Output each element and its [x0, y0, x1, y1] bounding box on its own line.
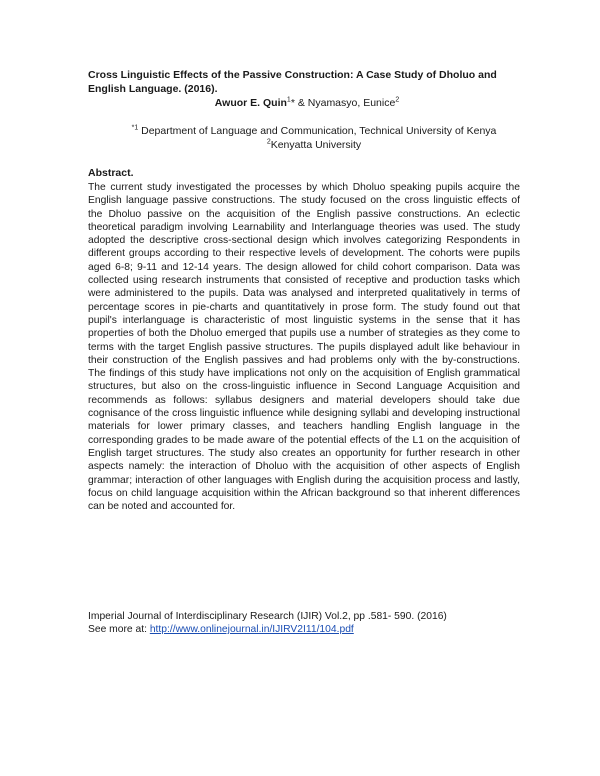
main-author-affil-sup: 1 [286, 96, 291, 104]
author-separator: & [294, 97, 308, 109]
journal-citation: Imperial Journal of Interdisciplinary Research (IJIR) Vol.2, pp .581- 590. (2016) [88, 611, 447, 622]
affiliation-1-mark: *1 [131, 124, 139, 132]
co-author-name: Nyamasyo, Eunice [307, 97, 396, 109]
abstract-text: The current study investigated the processes by which Dholuo speaking pupils acquire the English language passive constructions. The study focused on the cross linguistic effects of the Dholuo passive on the acquisition of the English passive constructions. An eclectic theoretical paradigm involving Learnability and Interlanguage theories was used. The study adopted the descriptive cross-sectional design which involves categorizing Respondents in different groups according to their respective levels of development. The cohorts were pupils aged 6-8; 9-11 and 12-14 years. The design allowed for child cohort comparison. Data was collected using research instruments that consisted of receptive and production tasks which were administered to the pupils. Data was analysed and interpreted qualitatively in terms of percentage scores in pie-charts and quantitatively in prose form. The study found out that pupil's interlanguage is characteristic of most linguistic systems in the sense that it has properties of both the Dholuo emerged that pupils use a number of strategies as they come to terms with the target English passive structures. The pupils displayed adult like behaviour in their construction of the English passives and had problems only with the by-constructions. The findings of this study have implications not only on the acquisition of English grammatical structures, but also on the cross-linguistic influence in Second Language Acquisition and recommends as follows: syllabus designers and material developers should take due cognisance of the cross linguistic influence while designing syllabi and developing instructional materials for lower primary classes, and teachers handling English language in the corresponding grades to be made aware of the potential effects of the L1 on the acquisition of English target structures. The study also creates an opportunity for further research in other aspects namely: the interaction of Dholuo with the acquisition of other aspects of English grammar; interaction of other languages with English during the acquisition process and lastly, focus on child language acquisition within the African background so that inherent differences can be noted and accounted for. [88, 182, 520, 513]
main-author-name: Awuor E. Quin [214, 97, 287, 109]
author-line [0, 96, 600, 110]
pdf-link[interactable]: http://www.onlinejournal.in/IJIRV2I11/104.pdf [149, 624, 354, 636]
affiliation-2 [0, 138, 600, 152]
affiliation-1 [0, 124, 600, 138]
corresponding-author-mark: * [290, 97, 295, 109]
paper-title: Cross Linguistic Effects of the Passive Construction: A Case Study of Dholuo and English Language. (2016). [88, 69, 497, 95]
abstract-heading: Abstract. [88, 167, 134, 179]
see-more-label: See more at: [88, 624, 150, 636]
affiliation-2-mark: 2 [266, 138, 271, 146]
affiliation-2-text: Kenyatta University [270, 139, 362, 151]
see-more-line [88, 623, 528, 636]
citation-block [88, 610, 528, 637]
affiliation-1-text: Department of Language and Communication, Technical University of Kenya [138, 125, 497, 137]
co-author-affil-sup: 2 [395, 96, 400, 104]
